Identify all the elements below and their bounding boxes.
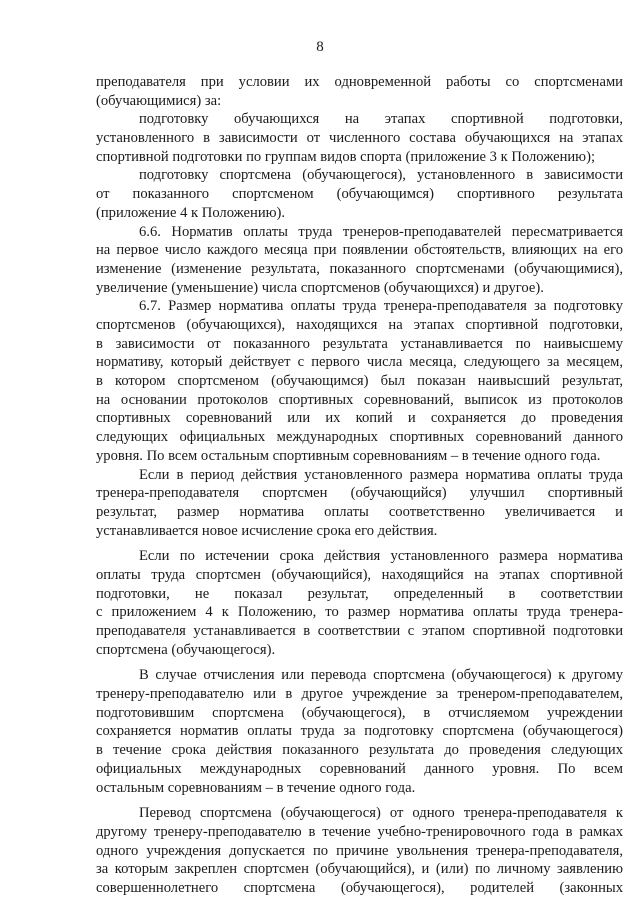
text-line: тренеру-преподавателю или в другое учреждение за тренером-преподавателем,	[96, 686, 623, 703]
text-line: в зависимости от показанного результата устанавливается по наивысшему	[96, 335, 623, 352]
text-line: 6.7. Размер норматива оплаты труда тренера-преподавателя за подготовку	[139, 298, 623, 315]
text-line: за которым закреплен спортсмен (обучающийся), и (или) по личному заявлению	[96, 861, 623, 878]
paragraph-gap	[96, 659, 623, 666]
text-line: одного учреждения допускается по причине увольнения тренера-преподавателя,	[96, 842, 623, 859]
text-line: тренера-преподавателя спортсмен (обучающийся) улучшил спортивный	[96, 485, 623, 502]
paragraph-gap	[96, 797, 623, 804]
text-line: подготовившим спортсмена (обучающегося), в отчисляемом учреждении	[96, 704, 623, 721]
text-line: преподавателя при условии их одновременной работы со спортсменами	[96, 74, 623, 90]
text-line: результат, размер норматива оплаты соответственно увеличивается и	[96, 503, 623, 520]
text-line: нормативу, который действует с первого числа месяца, следующего за месяцем,	[96, 354, 623, 371]
text-line: с приложением 4 к Положению, то размер норматива оплаты труда тренера-	[96, 604, 623, 621]
text-line: 6.6. Норматив оплаты труда тренеров-преподавателей пересматривается	[139, 223, 623, 240]
page-number: 8	[316, 39, 324, 55]
text-line: В случае отчисления или перевода спортсмена (обучающегося) к другому	[139, 667, 623, 684]
text-line: спортсменов (обучающихся), находящихся на этапах спортивной подготовки,	[96, 317, 623, 333]
text-line: изменение (изменение результата, показанного спортсменами (обучающимися),	[96, 260, 623, 277]
text-line: сохраняется норматив оплаты труда за подготовку спортсмена (обучающегося)	[96, 723, 623, 740]
body-text	[96, 73, 623, 898]
text-line: спортсмена (обучающегося).	[96, 641, 276, 658]
text-line: другому тренеру-преподавателю в течение учебно-тренировочного года в рамках	[96, 823, 623, 840]
text-line: подготовки, не показал результат, определенный в соответствии	[96, 585, 623, 602]
text-line: установленного в зависимости от численного состава обучающихся на этапах	[96, 130, 623, 147]
text-line: Если в период действия установленного размера норматива оплаты труда	[139, 466, 623, 483]
text-line: подготовку спортсмена (обучающегося), установленного в зависимости	[139, 167, 623, 184]
text-line: следующих официальных международных спортивных соревнований данного	[96, 429, 623, 446]
text-line: оплаты труда спортсмен (обучающийся), находящийся на этапах спортивной	[96, 566, 623, 583]
text-line: спортивных соревнований или их копий и сохраняется до проведения	[96, 410, 623, 427]
text-line: на основании протоколов спортивных соревнований, выписок из протоколов	[96, 391, 623, 408]
text-line: подготовку обучающихся на этапах спортивной подготовки,	[139, 111, 623, 128]
text-line: (обучающимися) за:	[96, 92, 222, 109]
text-line: (приложение 4 к Положению).	[96, 204, 286, 221]
text-line: преподавателя устанавливается в соответствии с этапом спортивной подготовки	[96, 623, 623, 640]
text-line: спортивной подготовки по группам видов спорта (приложение 3 к Положению);	[96, 148, 596, 165]
text-line: уровня. По всем остальным спортивным соревнованиям – в течение одного года.	[96, 447, 601, 464]
text-line: Перевод спортсмена (обучающегося) от одного тренера-преподавателя к	[139, 805, 623, 822]
text-line: Если по истечении срока действия установленного размера норматива	[139, 548, 623, 565]
text-line: в котором спортсменом (обучающимся) был показан наивысший результат,	[96, 373, 623, 390]
text-line: устанавливается новое исчисление срока его действия.	[96, 522, 438, 539]
text-line: на первое число каждого месяца при появлении обстоятельств, влияющих на его	[96, 242, 623, 259]
text-line: увеличение (уменьшение) числа спортсменов (обучающихся) и другое).	[96, 279, 544, 296]
text-line: в течение срока действия показанного результата до проведения следующих	[96, 742, 623, 759]
text-line: остальным соревнованиям – в течение одного года.	[96, 779, 416, 796]
text-line: официальных международных соревнований данного уровня. По всем	[96, 760, 623, 777]
paragraph-gap	[96, 540, 623, 547]
text-line: от показанного спортсменом (обучающимся) спортивного результата	[96, 186, 623, 203]
text-line: совершеннолетнего спортсмена (обучающегося), родителей (законных	[96, 880, 623, 896]
